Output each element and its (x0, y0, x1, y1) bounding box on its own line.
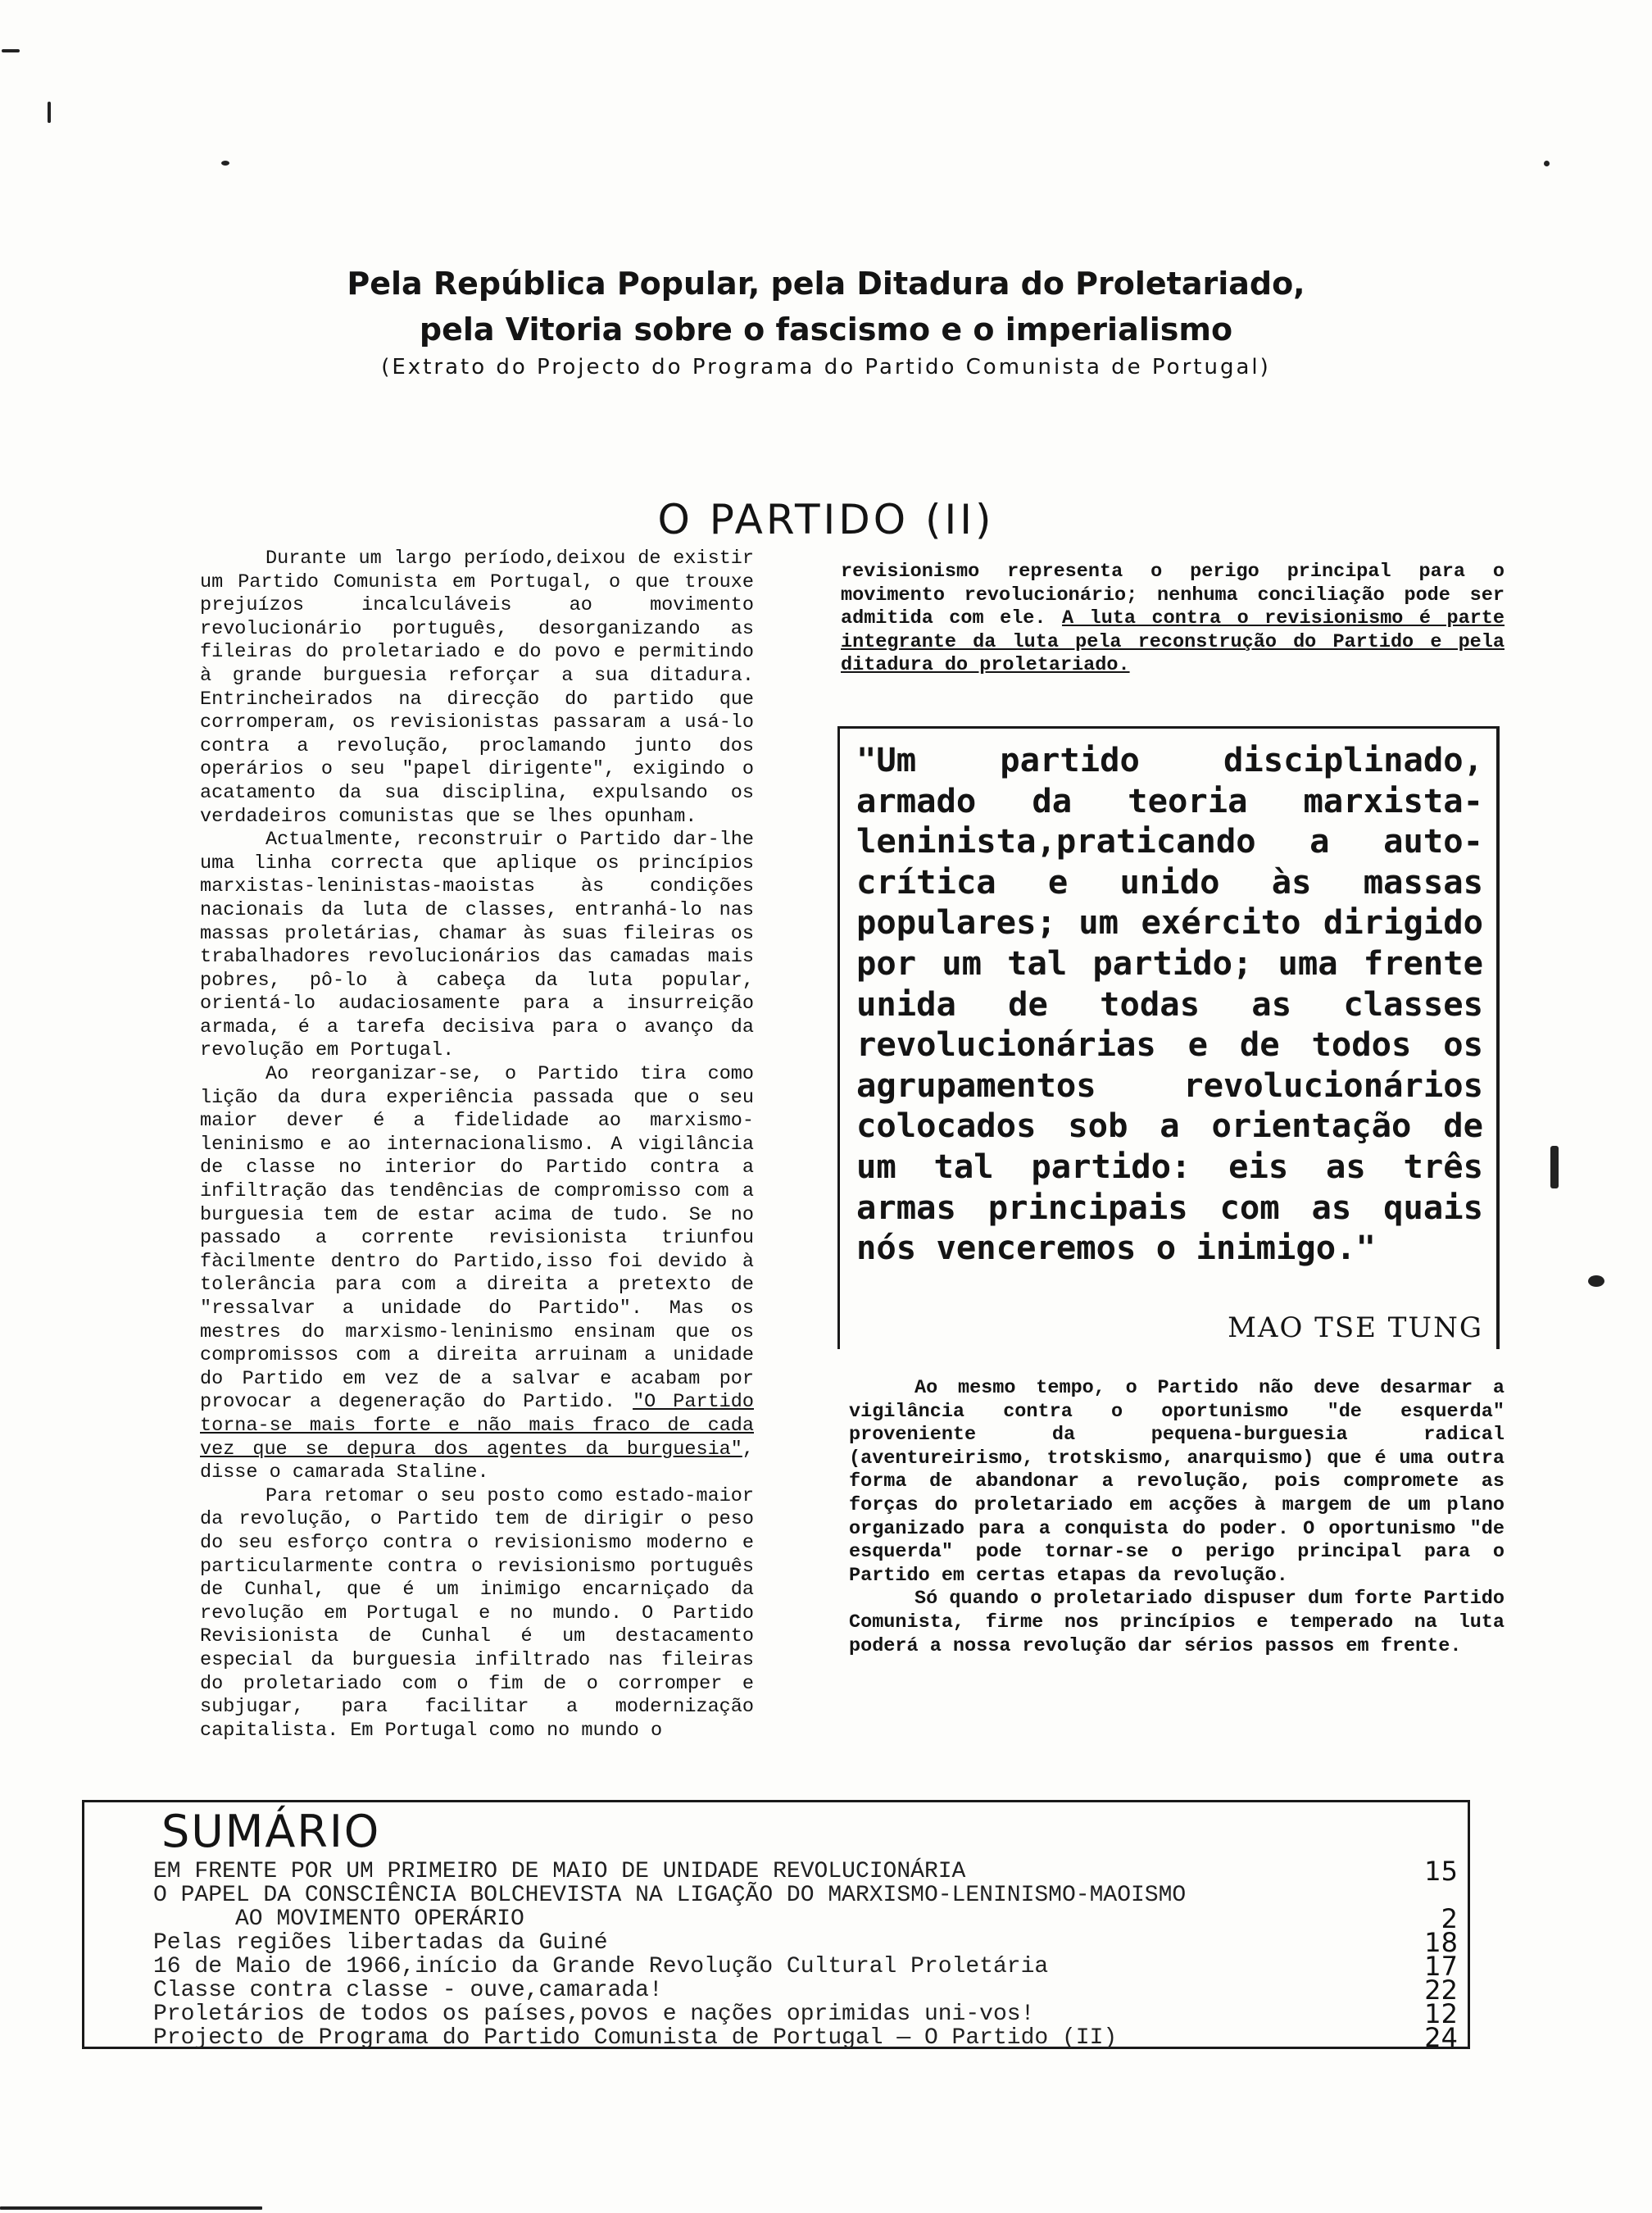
quote-author: MAO TSE TUNG (1228, 1311, 1483, 1344)
scan-speck (48, 102, 51, 123)
scan-speck (1550, 1146, 1559, 1188)
summary-title: SUMÁRIO (161, 1806, 381, 1857)
summary-item-text: 16 de Maio de 1966,início da Grande Revolução Cultural Proletária (153, 1954, 1049, 1979)
summary-item (153, 1903, 1458, 1934)
summary-item-page: 15 (1424, 1856, 1458, 1887)
summary-item-page: 18 (1424, 1927, 1458, 1958)
header-line-1: Pela República Popular, pela Ditadura do Proletariado, (347, 266, 1305, 302)
right-paragraph-3: Só quando o proletariado dispuser dum forte Partido Comunista, firme nos princípios e temperado na luta poderá a nossa revolução dar sérios passos em frente. (849, 1588, 1504, 1657)
mao-quote-text: "Um partido disciplinado, armado da teoria marxista-leninista,praticando a auto-crítica e unido às massas populares; um exército dirigido por um tal partido; uma frente unida de todas as classes revolucionárias e de todos os agrupamentos revolucionários colocados sob a orientação de um tal partido: eis as três armas principais com as quais nós venceremos o inimigo." (856, 740, 1483, 1268)
summary-item (153, 1951, 1458, 1982)
summary-item-page: 2 (1441, 1903, 1458, 1934)
summary-item-text: O PAPEL DA CONSCIÊNCIA BOLCHEVISTA NA LIGAÇÃO DO MARXISMO-LENINISMO-MAOISMO (153, 1883, 1187, 1908)
section-title: O PARTIDO (II) (657, 496, 995, 543)
summary-item (153, 1927, 1458, 1958)
right-paragraph-2: Ao mesmo tempo, o Partido não deve desarmar a vigilância contra o oportunismo "de esquerda" proveniente da pequena-burguesia radical (aventureirismo, trotskismo, anarquismo) que é uma outra forma de abandonar a revolução, pois compromete as forças do proletariado em acções à margem de um plano organizado para a conquista do poder. O oportunismo "de esquerda" pode tornar-se o perigo principal para o Partido em certas etapas da revolução. (849, 1377, 1504, 1587)
summary-item (153, 1884, 1458, 1907)
left-paragraph-1: Durante um largo período,deixou de existir um Partido Comunista em Portugal, o que trouxe prejuízos incalculáveis ao movimento revolucionário português, desorganizando as fileiras do proletariado e do povo e permitindo à grande burguesia reforçar a sua ditadura. Entrincheirados na direcção do partido que corromperam, os revisionistas passaram a usá-lo contra a revolução, proclamando junto dos operários o seu "papel dirigente", exigindo o acatamento da sua disciplina, expulsando os verdadeiros comunistas que se lhes opunham. (200, 548, 754, 828)
summary-item (153, 2022, 1458, 2053)
summary-box (82, 1800, 1470, 2053)
summary-item (153, 1856, 1458, 1887)
summary-item-text: Projecto de Programa do Partido Comunista de Portugal — O Partido (II) (153, 2025, 1118, 2051)
stalin-quote: "O Partido torna-se mais forte e não mais fraco de cada vez que se depura dos agentes da burguesia" (200, 1391, 754, 1461)
scan-speck (1544, 161, 1550, 166)
scan-speck (221, 161, 229, 166)
scan-speck (0, 2206, 262, 2210)
summary-list (153, 1856, 1458, 2053)
summary-item (153, 1974, 1458, 2006)
summary-item (153, 1998, 1458, 2029)
right-paragraph-1 (841, 561, 1504, 678)
summary-item-page: 17 (1424, 1951, 1458, 1982)
summary-item-text: Pelas regiões libertadas da Guiné (153, 1930, 608, 1956)
right-paragraph-1-underlined: A luta contra o revisionismo é parte integrante da luta pela reconstrução do Partido e pela ditadura do proletariado. (841, 607, 1505, 677)
summary-item-text: Classe contra classe - ouve,camarada! (153, 1978, 663, 2003)
summary-item-page: 24 (1424, 2022, 1458, 2053)
scan-speck (1588, 1275, 1604, 1287)
summary-item-text: EM FRENTE POR UM PRIMEIRO DE MAIO DE UNIDADE REVOLUCIONÁRIA (153, 1859, 966, 1884)
left-paragraph-4: Para retomar o seu posto como estado-maior da revolução, o Partido tem de dirigir o peso do seu esforço contra o revisionismo moderno e particularmente contra o revisionismo português de Cunhal, que é um inimigo encarniçado da revolução em Portugal e no mundo. O Partido Revisionista de Cunhal é um destacamento especial da burguesia infiltrado nas fileiras do proletariado com o fim de o corromper e subjugar, para facilitar a modernização capitalista. Em Portugal como no mundo o (200, 1484, 754, 1742)
left-paragraph-3-start: Ao reorganizar-se, o Partido tira como lição da dura experiência passada que o seu maior dever é a fidelidade ao marxismo-leninismo e ao internacionalismo. A vigilância de classe no interior do Partido contra a infiltração das tendências de compromisso com a burguesia tem de estar acima de tudo. Se no passado a corrente revisionista triunfou fàcilmente dentro do Partido,isso foi devido à tolerância para com a direita a pretexto de "ressalvar a unidade do Partido". Mas os mestres do marxismo-leninismo ensinam que os compromissos com a direita arruinam a unidade do Partido em vez de a salvar e acabam por provocar a degeneração do Partido. (200, 1063, 754, 1414)
header-subtitle: (Extrato do Projecto do Programa do Partido Comunista de Portugal) (381, 355, 1271, 379)
right-paragraph-1-start: revisionismo representa o perigo principal para o movimento revolucionário; nenhuma conciliação pode ser admitida com ele. (841, 561, 1504, 630)
header (0, 261, 1652, 382)
summary-item-page: 22 (1424, 1974, 1458, 2006)
summary-item-text: AO MOVIMENTO OPERÁRIO (235, 1906, 524, 1932)
right-column (841, 561, 1504, 678)
summary-item-text: Proletários de todos os países,povos e nações oprimidas uni-vos! (153, 2002, 1035, 2027)
summary-item-page: 12 (1424, 1998, 1458, 2029)
scan-speck (2, 49, 20, 52)
left-paragraph-3 (200, 1063, 754, 1485)
mao-quote-box (837, 726, 1500, 1349)
left-paragraph-3-end: , disse o camarada Staline. (200, 1438, 754, 1484)
left-column (200, 548, 754, 1743)
header-line-2: pela Vitoria sobre o fascismo e o imperialismo (419, 311, 1233, 348)
left-paragraph-2: Actualmente, reconstruir o Partido dar-lhe uma linha correcta que aplique os princípios marxistas-leninistas-maoistas às condições nacionais da luta de classes, entranhá-lo nas massas proletárias, chamar às suas fileiras os trabalhadores revolucionários das camadas mais pobres, pô-lo à cabeça da luta popular, orientá-lo audaciosamente para a insurreição armada, é a tarefa decisiva para o avanço da revolução em Portugal. (200, 829, 754, 1062)
right-column-lower (849, 1377, 1504, 1658)
